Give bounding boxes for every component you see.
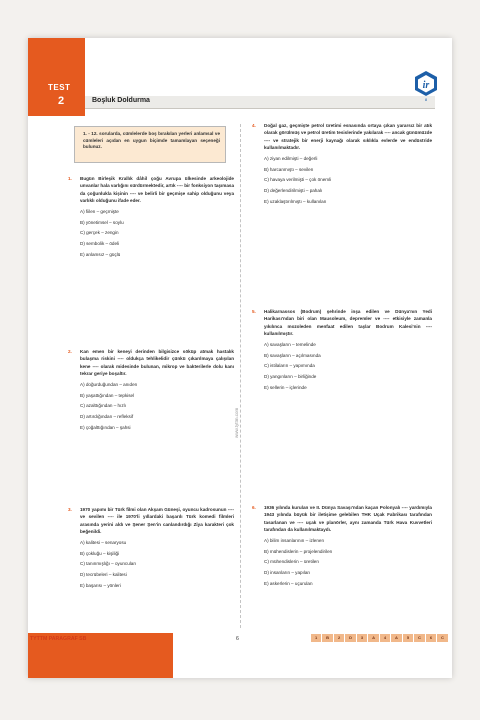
test-number: 2 — [58, 95, 65, 107]
question-3 — [68, 506, 234, 592]
question-number: 4. — [252, 123, 256, 128]
question-number: 2. — [68, 349, 72, 354]
logo-subtext: 8 — [424, 97, 428, 102]
option-d[interactable]: D) artırdığından – refleksif — [80, 413, 134, 419]
option-c[interactable]: C) tanınmışlığı – oyuncuları — [80, 561, 137, 567]
option-e[interactable]: E) sellerin – içlerinde — [264, 384, 307, 390]
option-a[interactable]: A) ziyan edilmişti – değerli — [264, 156, 318, 162]
answer-key-cell: 3 — [357, 634, 367, 642]
option-e[interactable]: E) anlamsız – güçlü — [80, 251, 121, 257]
logo-icon — [413, 70, 439, 102]
answer-key-cell: 6 — [426, 634, 436, 642]
question-number: 6. — [252, 505, 256, 510]
question-number: 3. — [68, 507, 72, 512]
question-5 — [252, 308, 432, 394]
option-c[interactable]: C) azalttığından – hızlı — [80, 403, 126, 409]
instruction-box: 1. - 12. sorularda, cümlelerde boş bırakılan yerleri anlamsal ve cümleleri açıdan en uygun biçimde tamamlayan seçeneği bulunuz. — [74, 126, 226, 163]
answer-key-cell: 4 — [380, 634, 390, 642]
test-label: TEST — [48, 83, 71, 92]
option-d[interactable]: D) yangınların – birliğinde — [264, 373, 317, 379]
question-text: Doğal gaz, geçmişte petrol üretimi esnasında ortaya çıkan yararsız bir atık olarak görülmüş ve petrol üretim tesislerinde yakılarak ---- ancak günümüzde ---- ve stratejik bir enerji kaynağı olarak sıklıkla evlerde ve endüstride kullanılmaktadır. — [264, 123, 432, 151]
option-e[interactable]: E) çoğalttığından – şahsi — [80, 424, 131, 430]
question-2 — [68, 348, 234, 434]
option-a[interactable]: A) savaşların – temelinde — [264, 342, 316, 348]
question-text: Kan emen bir keneyi derinden bilgisizce söküp atmak hastalık bulaşma riskini ---- oldukça tehlikelidir çünkü çıkarılmaya çalışılan kene ---- olarak midesinde bulunan, mikrop ve bakterilerle dolu kanı tekrar geriye boşaltır. — [80, 349, 234, 377]
question-text: 1936 yılında kurulan ve II. Dünya Savaşı'ndan kaçan Polonyalı ---- yardımıyla 1943 yılında büyük bir iletişime gelebilen THK Uçak Fabrikası tarafından tasarlanan ve ---- uçak ve planörler, aynı zamanda Türk Hava Kuvvetleri tarafından da kullanılmaktaydı. — [264, 505, 432, 533]
publisher-logo — [413, 70, 439, 102]
option-c[interactable]: C) gerçek – zengin — [80, 230, 119, 236]
option-c[interactable]: C) mühendislerin – üretilen — [264, 559, 319, 565]
answer-key-cell: A — [391, 634, 401, 642]
option-a[interactable]: A) fiilen – geçmişte — [80, 209, 119, 215]
question-6 — [252, 504, 432, 590]
answer-key-cell: C — [437, 634, 447, 642]
website-watermark: www.tyttm.com — [234, 407, 239, 438]
question-text: Bugün Birleşik Krallık dâhil çoğu Avrupa ülkesinde arkeolojide unvanlar hala varlığını sürdürmektedir, artık ---- bir fonksiyon taşımasa da çoğunlukla kişinin ---- ve belirli bir geçmişe sahip olduğunu veya varlıklı olduğunu ifade eder. — [80, 176, 234, 204]
document-page — [28, 38, 452, 678]
question-1 — [68, 175, 234, 261]
option-b[interactable]: B) harcanmıştı – sevilen — [264, 166, 314, 172]
question-text: 1970 yapımı bir Türk filmi olan Akşam Güneşi, oyuncu kadrosunun ---- ve sevilen ---- ile 1970'li yıllardaki başarılı Türk komedi filmleri arasında yerini aldı ve Şener Şen'in canlandırdığı Ziya karakteri çok beğenildi. — [80, 507, 234, 535]
question-4 — [252, 122, 432, 208]
answer-key-cell: A — [368, 634, 378, 642]
option-a[interactable]: A) bilim insanlarının – izlenen — [264, 538, 325, 544]
option-b[interactable]: B) yönetimsel – soylu — [80, 219, 124, 225]
option-d[interactable]: D) tecrübeleri – kalitesi — [80, 571, 127, 577]
column-divider — [240, 124, 241, 628]
option-d[interactable]: D) sembolik – ödeli — [80, 240, 120, 246]
option-d[interactable]: D) insanların – yapılan — [264, 569, 310, 575]
answer-key-cell: 5 — [403, 634, 413, 642]
logo-letters: ir — [422, 80, 430, 91]
answer-key-cell: C — [414, 634, 424, 642]
page-title: Boşluk Doldurma — [92, 97, 150, 104]
option-e[interactable]: E) başarısı – yönleri — [80, 582, 121, 588]
question-text: Halikarnassos (Bodrum) şehrinde inşa edilen ve Dünya'nın Yedi Harikası'ndan biri olan Mausoleum, depremler ve ---- etkisiyle zamanla yıkılınca mozoleden menfaat edilen taşlar Bodrum Kalesi'nin ---- kullanılmıştır. — [264, 309, 432, 337]
answer-key-cell: 2 — [334, 634, 344, 642]
footer-title: TYTTM PARAGRAF SB — [30, 636, 87, 642]
option-a[interactable]: A) kalitesi – senaryosu — [80, 540, 127, 546]
option-e[interactable]: E) uzaklaştırılmıştı – kullanılan — [264, 198, 327, 204]
option-b[interactable]: B) savaşların – açılmasında — [264, 352, 321, 358]
option-d[interactable]: D) değerlendirilmişti – pahalı — [264, 187, 323, 193]
option-b[interactable]: B) mühendislerin – projelendirilen — [264, 548, 333, 554]
option-c[interactable]: C) havaya verilmişti – çok önemli — [264, 177, 332, 183]
page-number: 6 — [236, 636, 239, 642]
answer-key — [311, 634, 448, 642]
question-number: 1. — [68, 176, 72, 181]
option-e[interactable]: E) askerlerin – uçurulan — [264, 580, 313, 586]
option-b[interactable]: B) yaşattığından – tepkisel — [80, 392, 135, 398]
answer-key-cell: D — [345, 634, 355, 642]
question-number: 5. — [252, 309, 256, 314]
option-b[interactable]: B) çokluğu – kişiliği — [80, 550, 120, 556]
answer-key-cell: B — [322, 634, 332, 642]
option-c[interactable]: C) istilaların – yapımında — [264, 363, 315, 369]
option-a[interactable]: A) doğurduğundan – anıden — [80, 382, 138, 388]
corner-accent-bar — [28, 38, 85, 116]
answer-key-cell: 1 — [311, 634, 321, 642]
